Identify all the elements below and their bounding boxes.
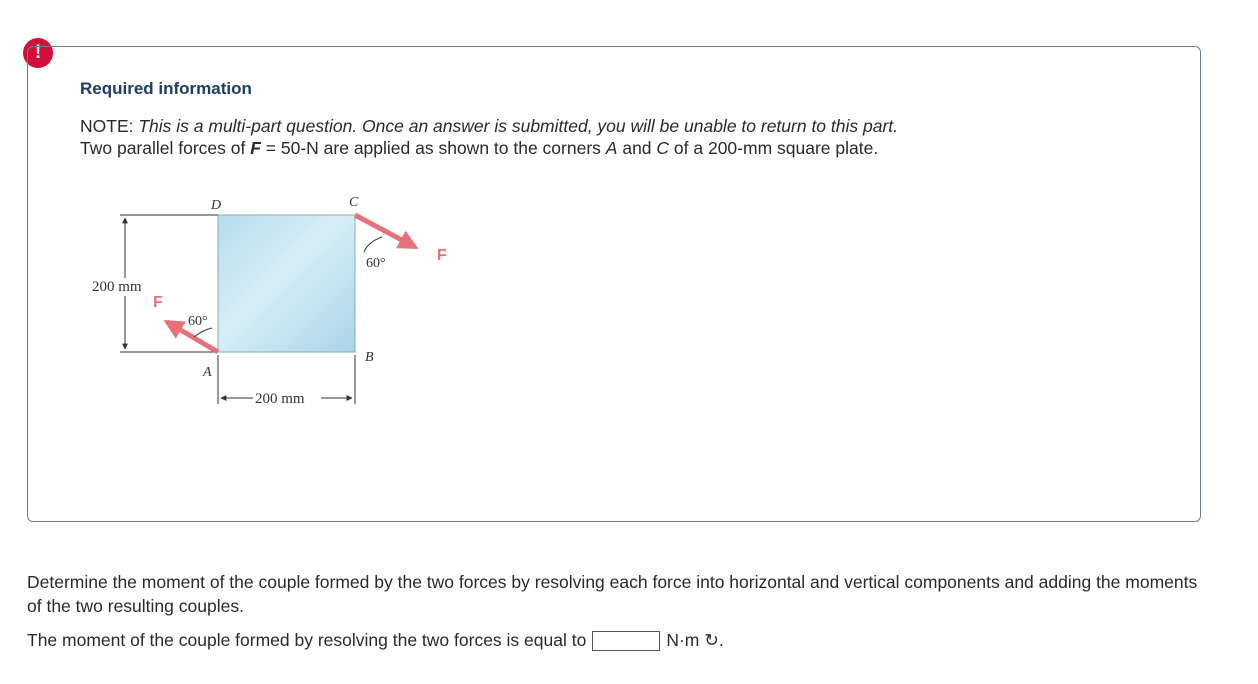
problem-text-2: = 50-N are applied as shown to the corners xyxy=(260,138,606,158)
answer-unit: N·m ↻. xyxy=(666,630,724,650)
corner-d-label: D xyxy=(211,198,222,213)
corner-a-label: A xyxy=(605,138,618,158)
note-text: This is a multi-part question. Once an answer is submitted, you will be unable to return to this part. xyxy=(138,116,899,136)
vertical-dimension-label: 200 mm xyxy=(92,279,142,295)
corner-c-label-diagram: C xyxy=(349,195,359,210)
force-label-top: F xyxy=(437,247,447,264)
problem-statement xyxy=(80,138,878,159)
problem-text-3: and xyxy=(617,138,657,158)
angle-label-bottom: 60° xyxy=(188,314,208,329)
force-arrow-c xyxy=(355,215,415,247)
force-label-bottom: F xyxy=(153,294,163,311)
plate-diagram xyxy=(85,190,485,420)
corner-c-label: C xyxy=(656,138,670,158)
note-prefix: NOTE: xyxy=(80,116,139,136)
moment-answer-input[interactable] xyxy=(592,631,660,651)
square-plate xyxy=(218,215,355,352)
horizontal-dimension-label: 200 mm xyxy=(255,391,305,407)
alert-icon: ! xyxy=(23,38,53,68)
answer-prefix: The moment of the couple formed by resolving the two forces is equal to xyxy=(27,630,587,650)
corner-a-label-diagram: A xyxy=(203,365,212,380)
info-heading: Required information xyxy=(80,79,252,98)
problem-text-1: Two parallel forces of xyxy=(80,138,251,158)
angle-label-top: 60° xyxy=(366,256,386,271)
corner-b-label: B xyxy=(365,350,374,365)
force-symbol: F xyxy=(250,138,261,158)
answer-line xyxy=(27,630,724,651)
note-line xyxy=(80,116,898,137)
question-text: Determine the moment of the couple formed by the two forces by resolving each force into horizontal and vertical components and adding the moments of the two resulting couples. xyxy=(27,572,1198,616)
problem-text-4: of a 200-mm square plate. xyxy=(669,138,879,158)
